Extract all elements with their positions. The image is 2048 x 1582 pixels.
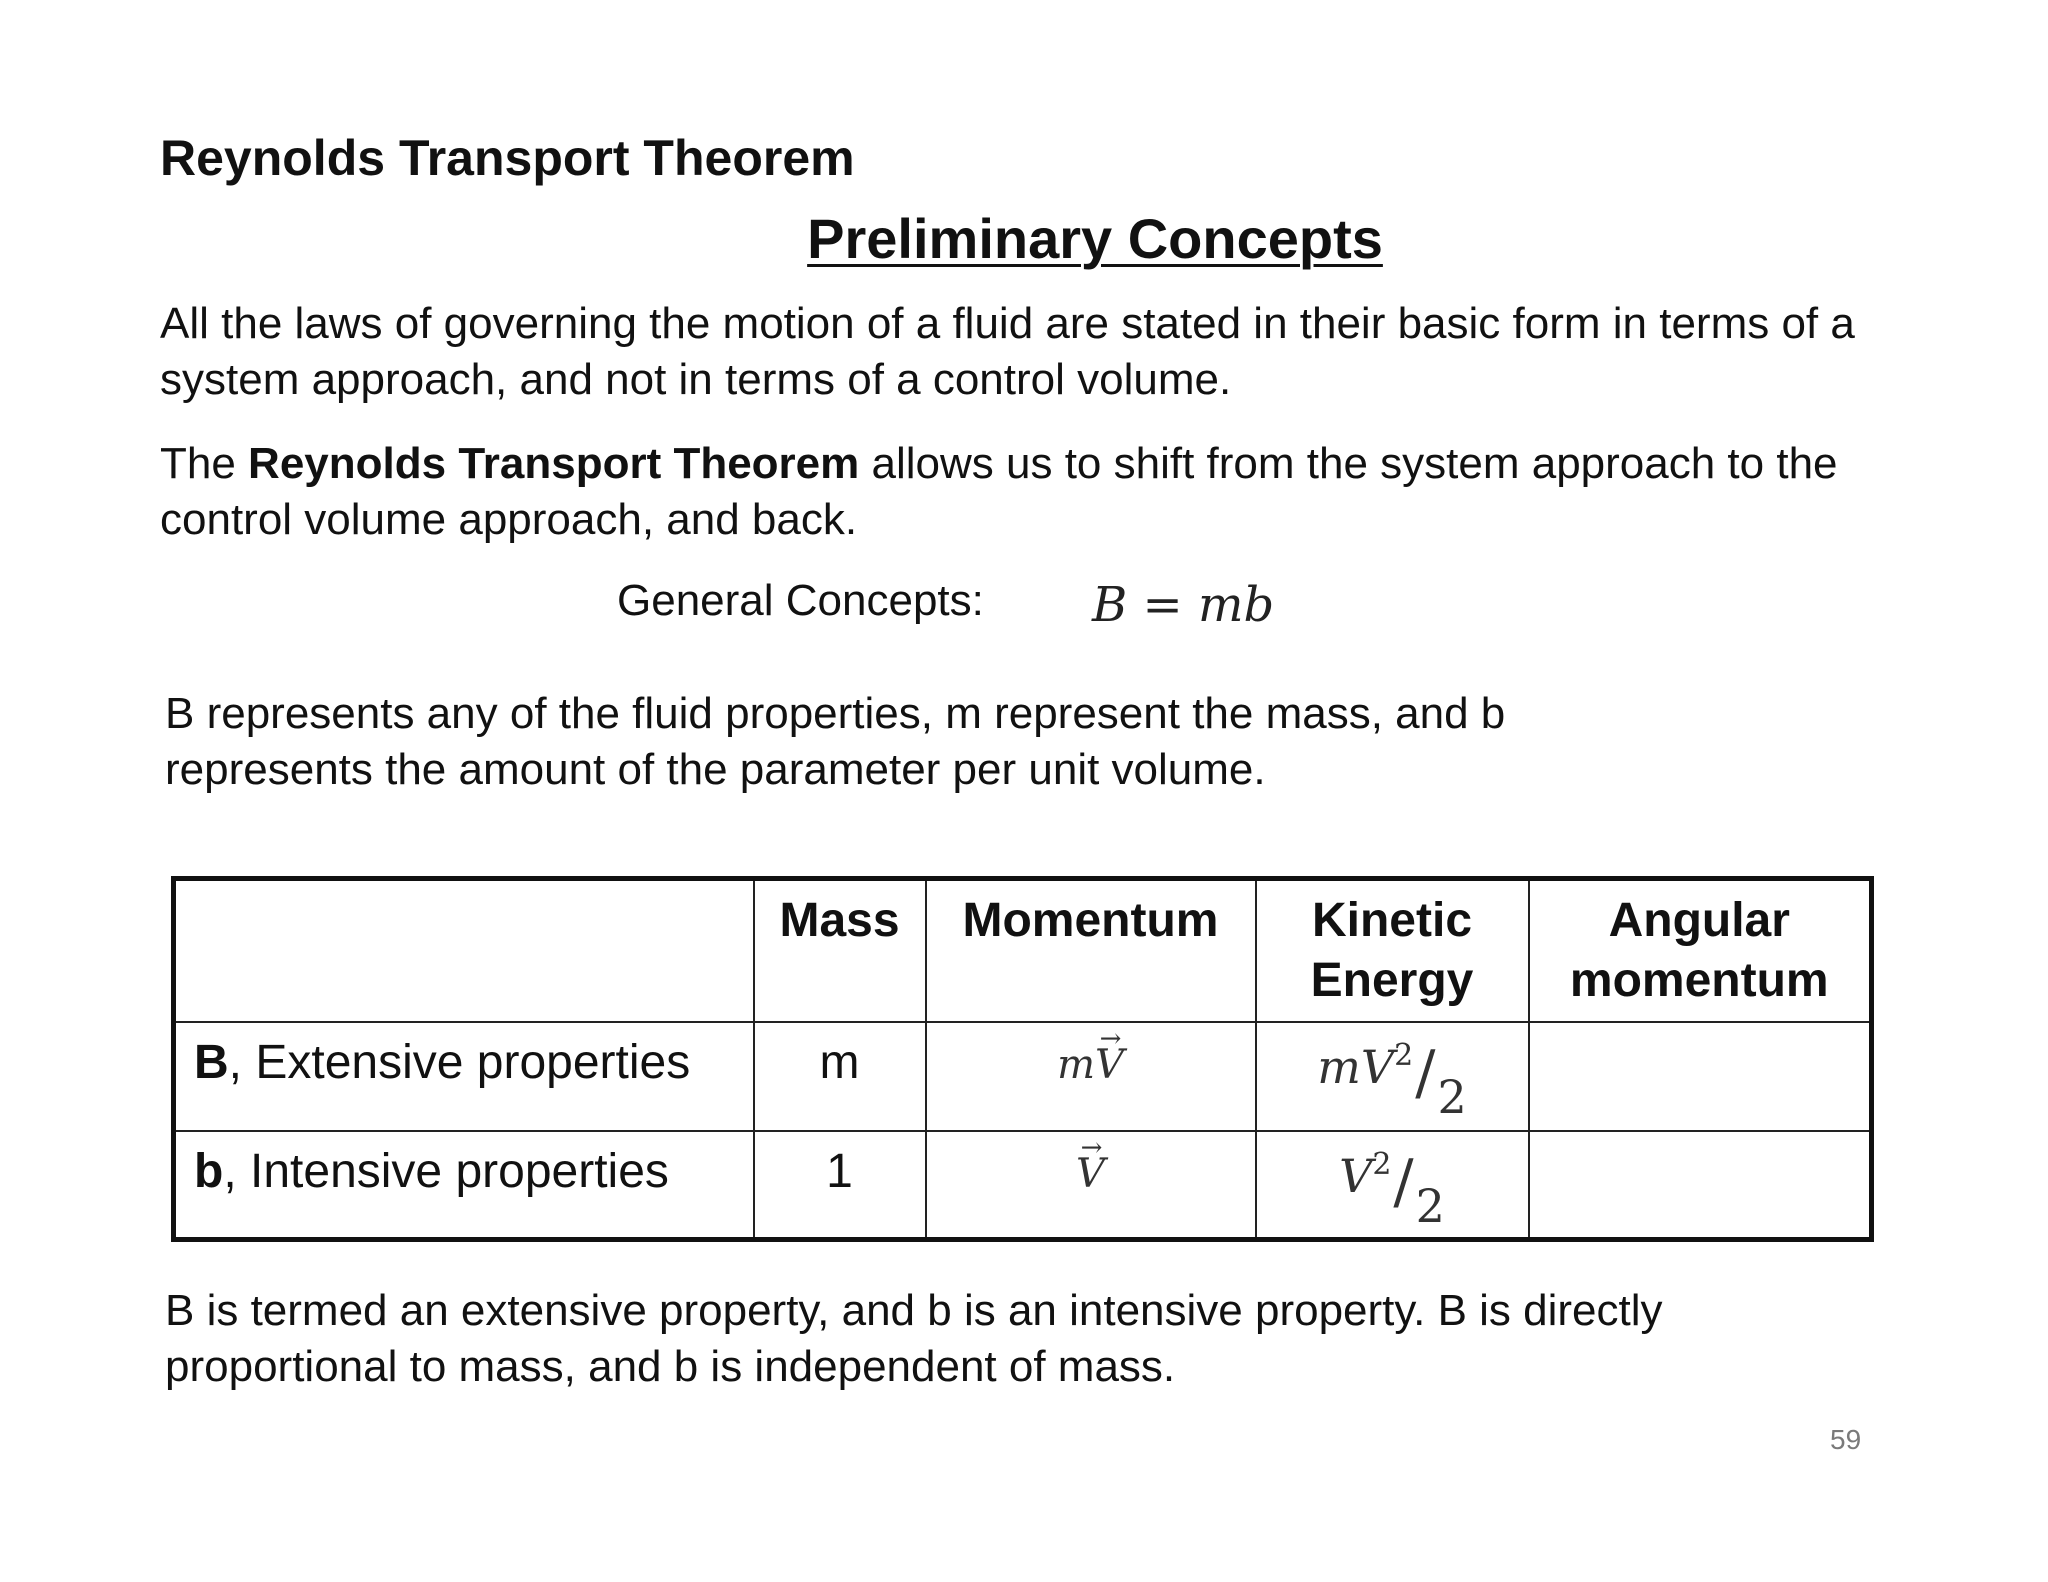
general-concepts-label: General Concepts: (617, 576, 984, 625)
row-label-symbol: b (194, 1144, 224, 1198)
ke-fraction: $V^2/2$ (1339, 1146, 1445, 1233)
header-momentum: Momentum (926, 879, 1256, 1022)
cell-ke-intensive (1256, 1131, 1529, 1240)
row-label-intensive (174, 1131, 754, 1240)
properties-table (171, 876, 1874, 1242)
ke-denominator: 2 (1415, 1178, 1445, 1233)
cell-angular-intensive (1529, 1131, 1872, 1240)
cell-ke-extensive (1256, 1022, 1529, 1131)
cell-mass-intensive: 1 (754, 1131, 926, 1240)
rtt-paragraph-bold: Reynolds Transport Theorem (248, 439, 860, 488)
header-empty-cell (174, 879, 754, 1022)
ke-denominator: 2 (1437, 1069, 1467, 1124)
section-title: Preliminary Concepts (807, 207, 1383, 270)
summary-paragraph: B is termed an extensive property, and b is an intensive property. B is directly proportional to mass, and b is independent of mass. (165, 1286, 1663, 1391)
momentum-m: m (1057, 1041, 1096, 1088)
rtt-paragraph (160, 436, 1920, 548)
row-label-symbol: B (194, 1035, 229, 1089)
rtt-paragraph-pre: The (160, 439, 249, 488)
row-label-text: , Intensive properties (223, 1144, 669, 1198)
table-row (174, 1022, 1872, 1131)
table-row (174, 1131, 1872, 1240)
intro-paragraph: All the laws of governing the motion of a fluid are stated in their basic form in terms of a system approach, and not in terms of a control volume. (160, 299, 1855, 404)
velocity-vector: → V (1076, 1144, 1105, 1204)
ke-numerator: mV (1317, 1039, 1395, 1094)
cell-momentum-extensive (926, 1022, 1256, 1131)
velocity-vector: → V (1095, 1035, 1124, 1095)
general-concepts-equation: B = mb (1092, 577, 1275, 633)
definition-paragraph: B represents any of the fluid properties, m represent the mass, and b represents the amount of the parameter per unit volume. (165, 689, 1506, 794)
page-number: 59 (1830, 1424, 1862, 1455)
table-header-row (174, 879, 1872, 1022)
cell-mass-extensive: m (754, 1022, 926, 1131)
page-heading: Reynolds Transport Theorem (160, 130, 855, 186)
ke-exponent: 2 (1372, 1146, 1392, 1182)
ke-numerator: V (1339, 1148, 1373, 1203)
header-mass: Mass (754, 879, 926, 1022)
cell-momentum-intensive (926, 1131, 1256, 1240)
ke-exponent: 2 (1394, 1037, 1414, 1073)
row-label-extensive (174, 1022, 754, 1131)
header-angular-momentum: Angular momentum (1529, 879, 1872, 1022)
ke-fraction: $mV^2/2$ (1317, 1037, 1467, 1124)
rtt-paragraph-post: allows us to shift from the system approach to the control volume approach, and back. (160, 439, 1838, 544)
header-kinetic-energy: Kinetic Energy (1256, 879, 1529, 1022)
row-label-text: , Extensive properties (228, 1035, 691, 1089)
cell-angular-extensive (1529, 1022, 1872, 1131)
